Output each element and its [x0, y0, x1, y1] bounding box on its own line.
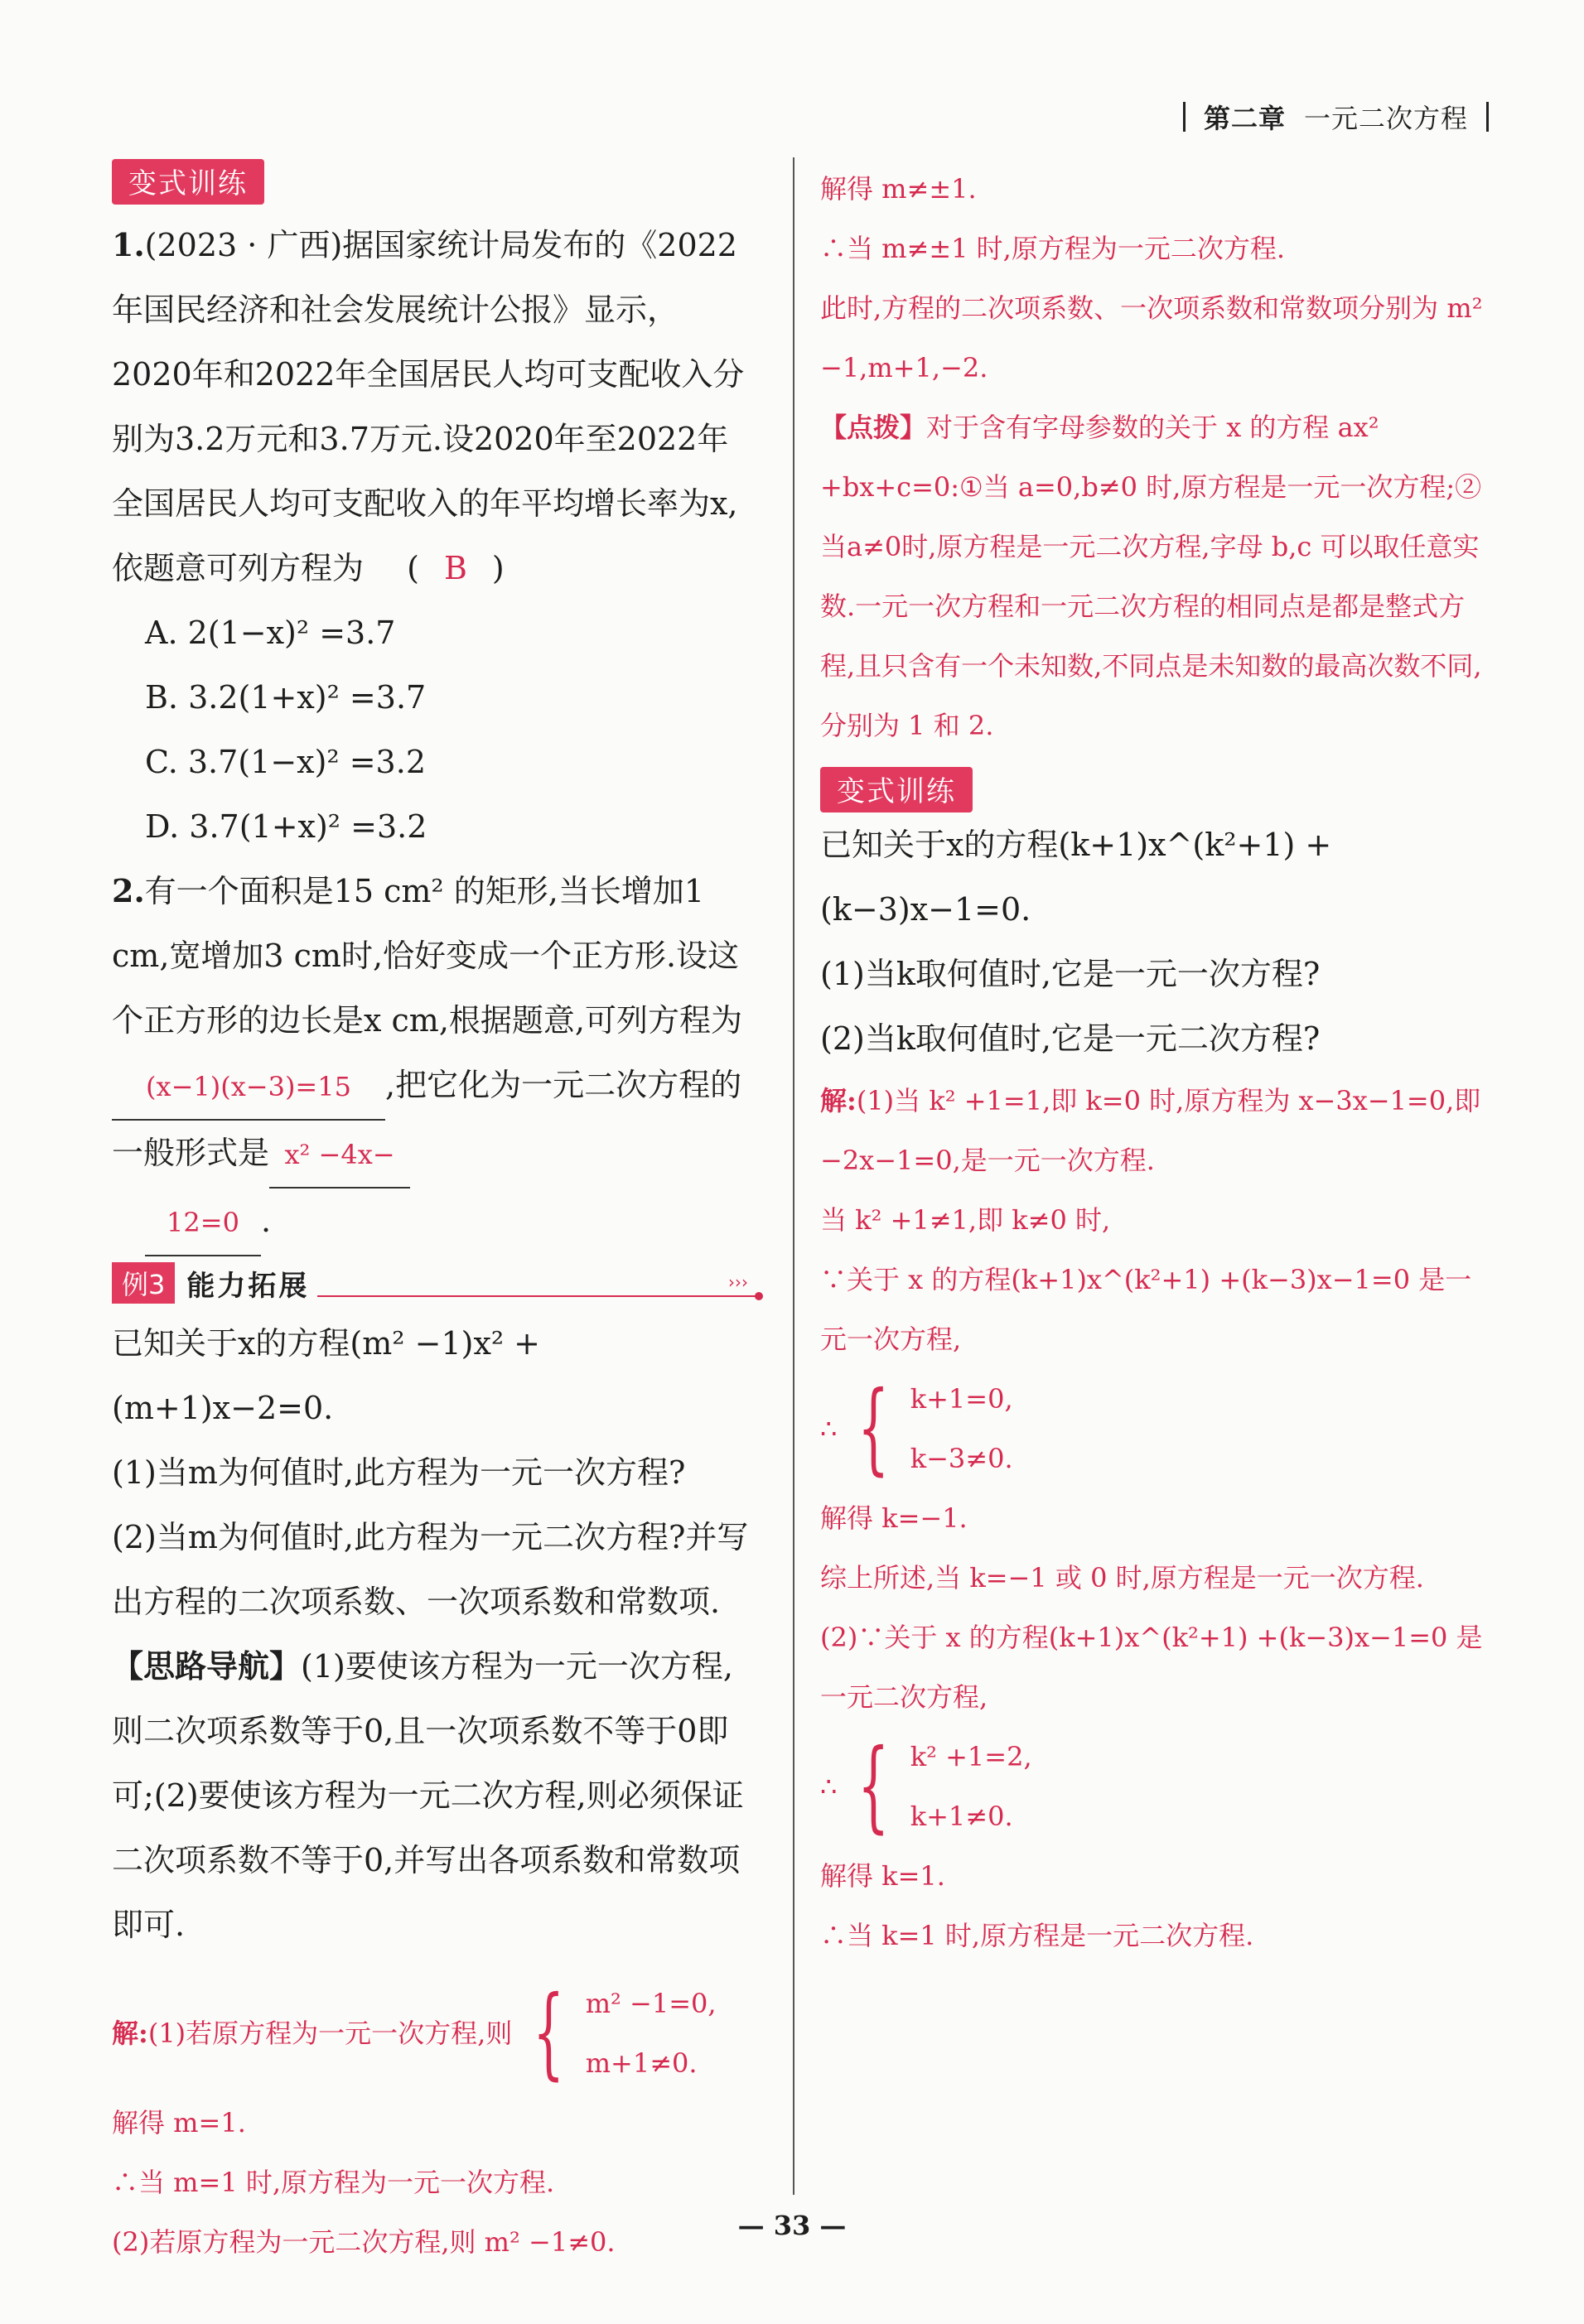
brace-lines — [910, 1727, 1032, 1846]
header-bar-left — [1183, 102, 1186, 132]
brace-line: k−3≠0. — [910, 1443, 1013, 1474]
period: . — [261, 1203, 272, 1239]
question-number: 1. — [112, 226, 145, 263]
brace-lines — [910, 1369, 1013, 1488]
header-bar-right — [1486, 102, 1489, 132]
thinking-guide — [112, 1634, 758, 1957]
example-problem-line: 已知关于x的方程(m² −1)x² +(m+1)x−2=0. — [112, 1325, 541, 1426]
guide-text: (1)要使该方程为一元一次方程,则二次项系数等于0,且一次项系数不等于0即可;(2)要使该方程为一元二次方程,则必须保证二次项系数不等于0,并写出各项系数和常数项即可. — [112, 1648, 744, 1943]
variant-solution-line: 综上所述,当 k=−1 或 0 时,原方程是一元一次方程. — [820, 1562, 1424, 1594]
question-text: 有一个面积是15 cm² 的矩形,当长增加1 cm,宽增加3 cm时,恰好变成一个正方形.设这个正方形的边长是x cm,根据题意,可列方程为 — [112, 873, 742, 1039]
question-2 — [112, 859, 758, 1256]
question-text: ,把它化为一元二次方程的一般形式是 — [112, 1067, 742, 1171]
variant-solution-line: 解得 k=1. — [820, 1860, 945, 1892]
option-a: A. 2(1−x)² =3.7 — [145, 615, 396, 651]
arrow-icon: ››› — [728, 1272, 748, 1292]
fill-blank-1: (x−1)(x−3)=15 — [112, 1054, 385, 1121]
solution-text: (1)若原方程为一元一次方程,则 — [147, 2018, 513, 2049]
column-divider — [793, 157, 794, 2195]
example-tag: 例3 — [112, 1262, 175, 1304]
exercise-tag-1: 变式训练 — [112, 159, 758, 205]
solution-label: 解: — [112, 2018, 148, 2049]
brace-line: k+1=0, — [910, 1383, 1013, 1415]
brace-symbol: { — [857, 1371, 890, 1486]
option-b: B. 3.2(1+x)² =3.7 — [145, 679, 427, 716]
brace-line: k² +1=2, — [910, 1741, 1032, 1772]
brace-symbol: { — [533, 1975, 565, 2090]
brace-symbol: { — [857, 1729, 890, 1844]
example-title: 能力拓展 — [186, 1269, 310, 1303]
solution-line: (2)若原方程为一元二次方程,则 m² −1≠0. — [112, 2226, 616, 2258]
brace-line: k+1≠0. — [910, 1801, 1013, 1832]
brace-line: m² −1=0, — [585, 1988, 717, 2019]
therefore-symbol: ∴ — [820, 1771, 838, 1802]
exercise-tag-2: 变式训练 — [820, 767, 1483, 812]
dot-icon — [755, 1292, 763, 1300]
answer-choice: B — [443, 550, 467, 586]
chapter-label: 第二章 — [1203, 103, 1286, 134]
fill-blank-2b: 12=0 — [145, 1190, 261, 1256]
solution-part1 — [112, 1974, 758, 2093]
fill-blank-2a: x² −4x− — [269, 1122, 410, 1189]
brace-lines — [586, 1974, 717, 2093]
solution-line: 解得 m≠±1. — [820, 173, 977, 205]
example-problem-line: (1)当m为何值时,此方程为一元一次方程? — [112, 1454, 686, 1491]
solution-text: (1)当 k² +1=1,即 k=0 时,原方程为 x−3x−1=0,即 −2x−1=0,是一元一次方程. — [820, 1085, 1481, 1176]
example-rule — [317, 1269, 758, 1297]
page-number: — 33 — — [737, 2210, 847, 2241]
solution-line: ∴当 m≠±1 时,原方程为一元二次方程. — [820, 233, 1286, 264]
page-header — [1183, 98, 1489, 136]
question-text: (2023 · 广西)据国家统计局发布的《2022年国民经济和社会发展统计公报》显示，2020年和2022年全国居民人均可支配收入分别为3.2万元和3.7万元.设2020年至2022年全国居民人均可支配收入的年平均增长率为x,依题意可列方程为 — [112, 227, 745, 586]
variant-problem-line: (2)当k取何值时,它是一元二次方程? — [820, 1020, 1321, 1057]
example-header — [112, 1263, 758, 1303]
guide-label: 【思路导航】 — [112, 1647, 302, 1685]
question-number: 2. — [112, 872, 145, 909]
tip — [820, 398, 1483, 755]
solution-line: ∴当 m=1 时,原方程为一元一次方程. — [112, 2167, 555, 2198]
option-c: C. 3.7(1−x)² =3.2 — [145, 744, 426, 780]
variant-problem-line: 已知关于x的方程(k+1)x^(k²+1) +(k−3)x−1=0. — [820, 827, 1332, 928]
variant-solution-line: ∵关于 x 的方程(k+1)x^(k²+1) +(k−3)x−1=0 是一元一次方程, — [820, 1264, 1472, 1355]
brace-line: m+1≠0. — [585, 2047, 698, 2079]
solution-line: 解得 m=1. — [112, 2107, 246, 2138]
tip-text: 对于含有字母参数的关于 x 的方程 ax² +bx+c=0:①当 a=0,b≠0 时,原方程是一元一次方程;②当a≠0时,原方程是一元二次方程,字母 b,c 可以取任意实数.一元一次方程和一元二次方程的相同点是都是整式方程,且只含有一个未知数,不同点是未知数的最高次数不同,分别为 1 和 2. — [820, 412, 1482, 741]
variant-solution-line — [820, 1071, 1483, 1190]
variant-problem-line: (1)当k取何值时,它是一元一次方程? — [820, 956, 1321, 992]
option-d: D. 3.7(1+x)² =3.2 — [145, 808, 427, 845]
question-1: 1.(2023 · 广西)据国家统计局发布的《2022年国民经济和社会发展统计公报》显示，2020年和2022年全国居民人均可支配收入分别为3.2万元和3.7万元.设2020年至2022年全国居民人均可支配收入的年平均增长率为x,依题意可列方程为 ( B ) — [112, 226, 745, 586]
variant-solution-line: ∴当 k=1 时,原方程是一元二次方程. — [820, 1920, 1254, 1951]
chapter-title: 一元二次方程 — [1303, 103, 1468, 134]
therefore-symbol: ∴ — [820, 1413, 838, 1444]
tip-label: 【点拨】 — [820, 412, 927, 443]
example-problem-line: (2)当m为何值时,此方程为一元二次方程?并写出方程的二次项系数、一次项系数和常数项. — [112, 1519, 749, 1620]
left-column — [112, 159, 758, 2272]
brace-system-2 — [820, 1727, 1483, 1846]
solution-line: 此时,方程的二次项系数、一次项系数和常数项分别为 m² −1,m+1,−2. — [820, 292, 1483, 383]
variant-solution-line: (2)∵关于 x 的方程(k+1)x^(k²+1) +(k−3)x−1=0 是一元二次方程, — [820, 1622, 1483, 1713]
variant-solution-line: 解得 k=−1. — [820, 1502, 968, 1534]
variant-solution-line: 当 k² +1≠1,即 k≠0 时, — [820, 1204, 1111, 1236]
brace-system-1 — [820, 1369, 1483, 1488]
solution-label: 解: — [820, 1085, 857, 1116]
right-column — [820, 159, 1483, 1965]
